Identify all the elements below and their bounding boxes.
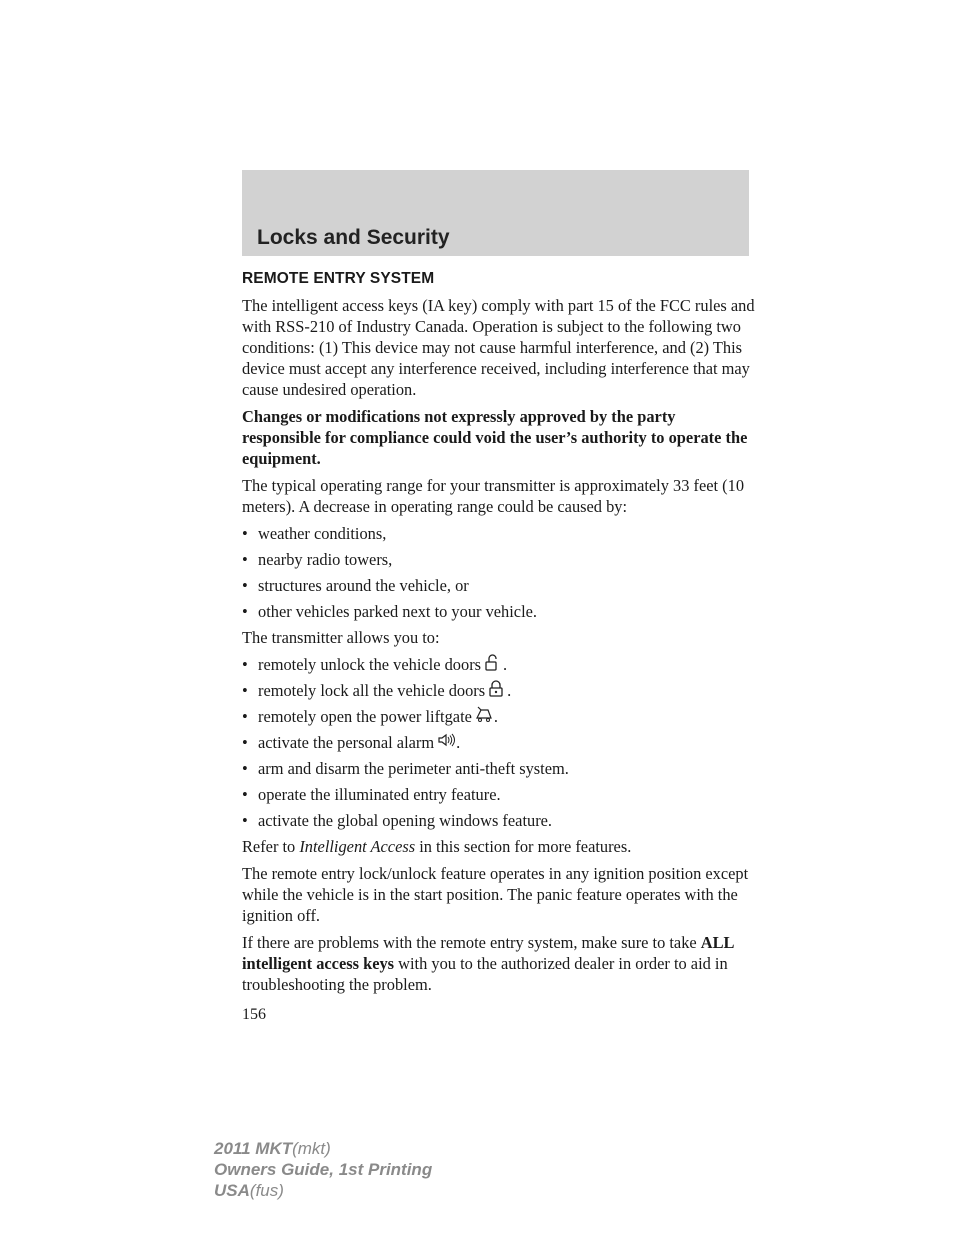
liftgate-icon bbox=[474, 706, 494, 724]
bullet: • bbox=[242, 785, 248, 804]
bullet: • bbox=[242, 811, 248, 830]
bullet: • bbox=[242, 602, 248, 621]
transmitter-intro: The transmitter allows you to: bbox=[242, 628, 440, 647]
bullet: • bbox=[242, 524, 248, 543]
modification-warning: Changes or modifications not expressly approved by the party responsible for compliance could void the user’s authority to operate the equipment. bbox=[242, 407, 748, 468]
page-number: 156 bbox=[242, 1006, 266, 1023]
bullet: • bbox=[242, 655, 248, 674]
list-item: • nearby radio towers, bbox=[242, 550, 393, 569]
fcc-compliance-paragraph: The intelligent access keys (IA key) comply with part 15 of the FCC rules and with RSS-210 of Industry Canada. Operation is subject to the following two conditions: (1) This device may not cause harmful interference, and (2) This device must accept any interference received, including interference that may cause undesired operation. bbox=[242, 296, 755, 399]
alarm-icon bbox=[436, 732, 456, 750]
bullet: • bbox=[242, 576, 248, 595]
intelligent-access-reference: Intelligent Access bbox=[299, 837, 416, 856]
bullet: • bbox=[242, 550, 248, 569]
bullet: • bbox=[242, 759, 248, 778]
footer-line-printing: Owners Guide, 1st Printing bbox=[214, 1160, 433, 1179]
list-item: • activate the global opening windows feature. bbox=[242, 811, 553, 830]
list-item: • structures around the vehicle, or bbox=[242, 576, 469, 595]
unlock-icon bbox=[483, 654, 503, 672]
section-title: Locks and Security bbox=[257, 226, 450, 249]
list-item: • remotely lock all the vehicle doors . bbox=[242, 681, 512, 700]
transmitter-feature-list bbox=[242, 654, 757, 831]
footer-line-market: USA(fus) bbox=[214, 1181, 284, 1200]
print-footer bbox=[214, 1138, 432, 1201]
list-item: • remotely unlock the vehicle doors . bbox=[242, 655, 508, 674]
bullet: • bbox=[242, 733, 248, 752]
list-item: • arm and disarm the perimeter anti-theft system. bbox=[242, 759, 569, 778]
bullet: • bbox=[242, 707, 248, 726]
operating-range-paragraph: The typical operating range for your transmitter is approximately 33 feet (10 meters). A decrease in operating range could be caused by: bbox=[242, 476, 745, 516]
list-item: • activate the personal alarm . bbox=[242, 733, 461, 752]
footer-line-model: 2011 MKT(mkt) bbox=[214, 1139, 331, 1158]
troubleshooting-paragraph: If there are problems with the remote entry system, make sure to take ALL intelligent access keys with you to the authorized dealer in order to aid in troubleshooting the problem. bbox=[242, 933, 734, 994]
bullet: • bbox=[242, 681, 248, 700]
list-item: • operate the illuminated entry feature. bbox=[242, 785, 501, 804]
page-content bbox=[242, 268, 757, 1001]
list-item: • remotely open the power liftgate . bbox=[242, 707, 499, 726]
ignition-paragraph: The remote entry lock/unlock feature operates in any ignition position except while the vehicle is in the start position. The panic feature operates with the ignition off. bbox=[242, 864, 749, 925]
range-factor-list bbox=[242, 523, 757, 622]
section-header-band bbox=[242, 170, 749, 256]
refer-paragraph: Refer to Intelligent Access in this section for more features. bbox=[242, 837, 632, 856]
section-heading: REMOTE ENTRY SYSTEM bbox=[242, 270, 435, 287]
list-item: • other vehicles parked next to your vehicle. bbox=[242, 602, 537, 621]
list-item: • weather conditions, bbox=[242, 524, 387, 543]
lock-icon bbox=[487, 680, 507, 698]
ia-keys-emphasis: ALL intelligent access keys bbox=[242, 933, 734, 973]
